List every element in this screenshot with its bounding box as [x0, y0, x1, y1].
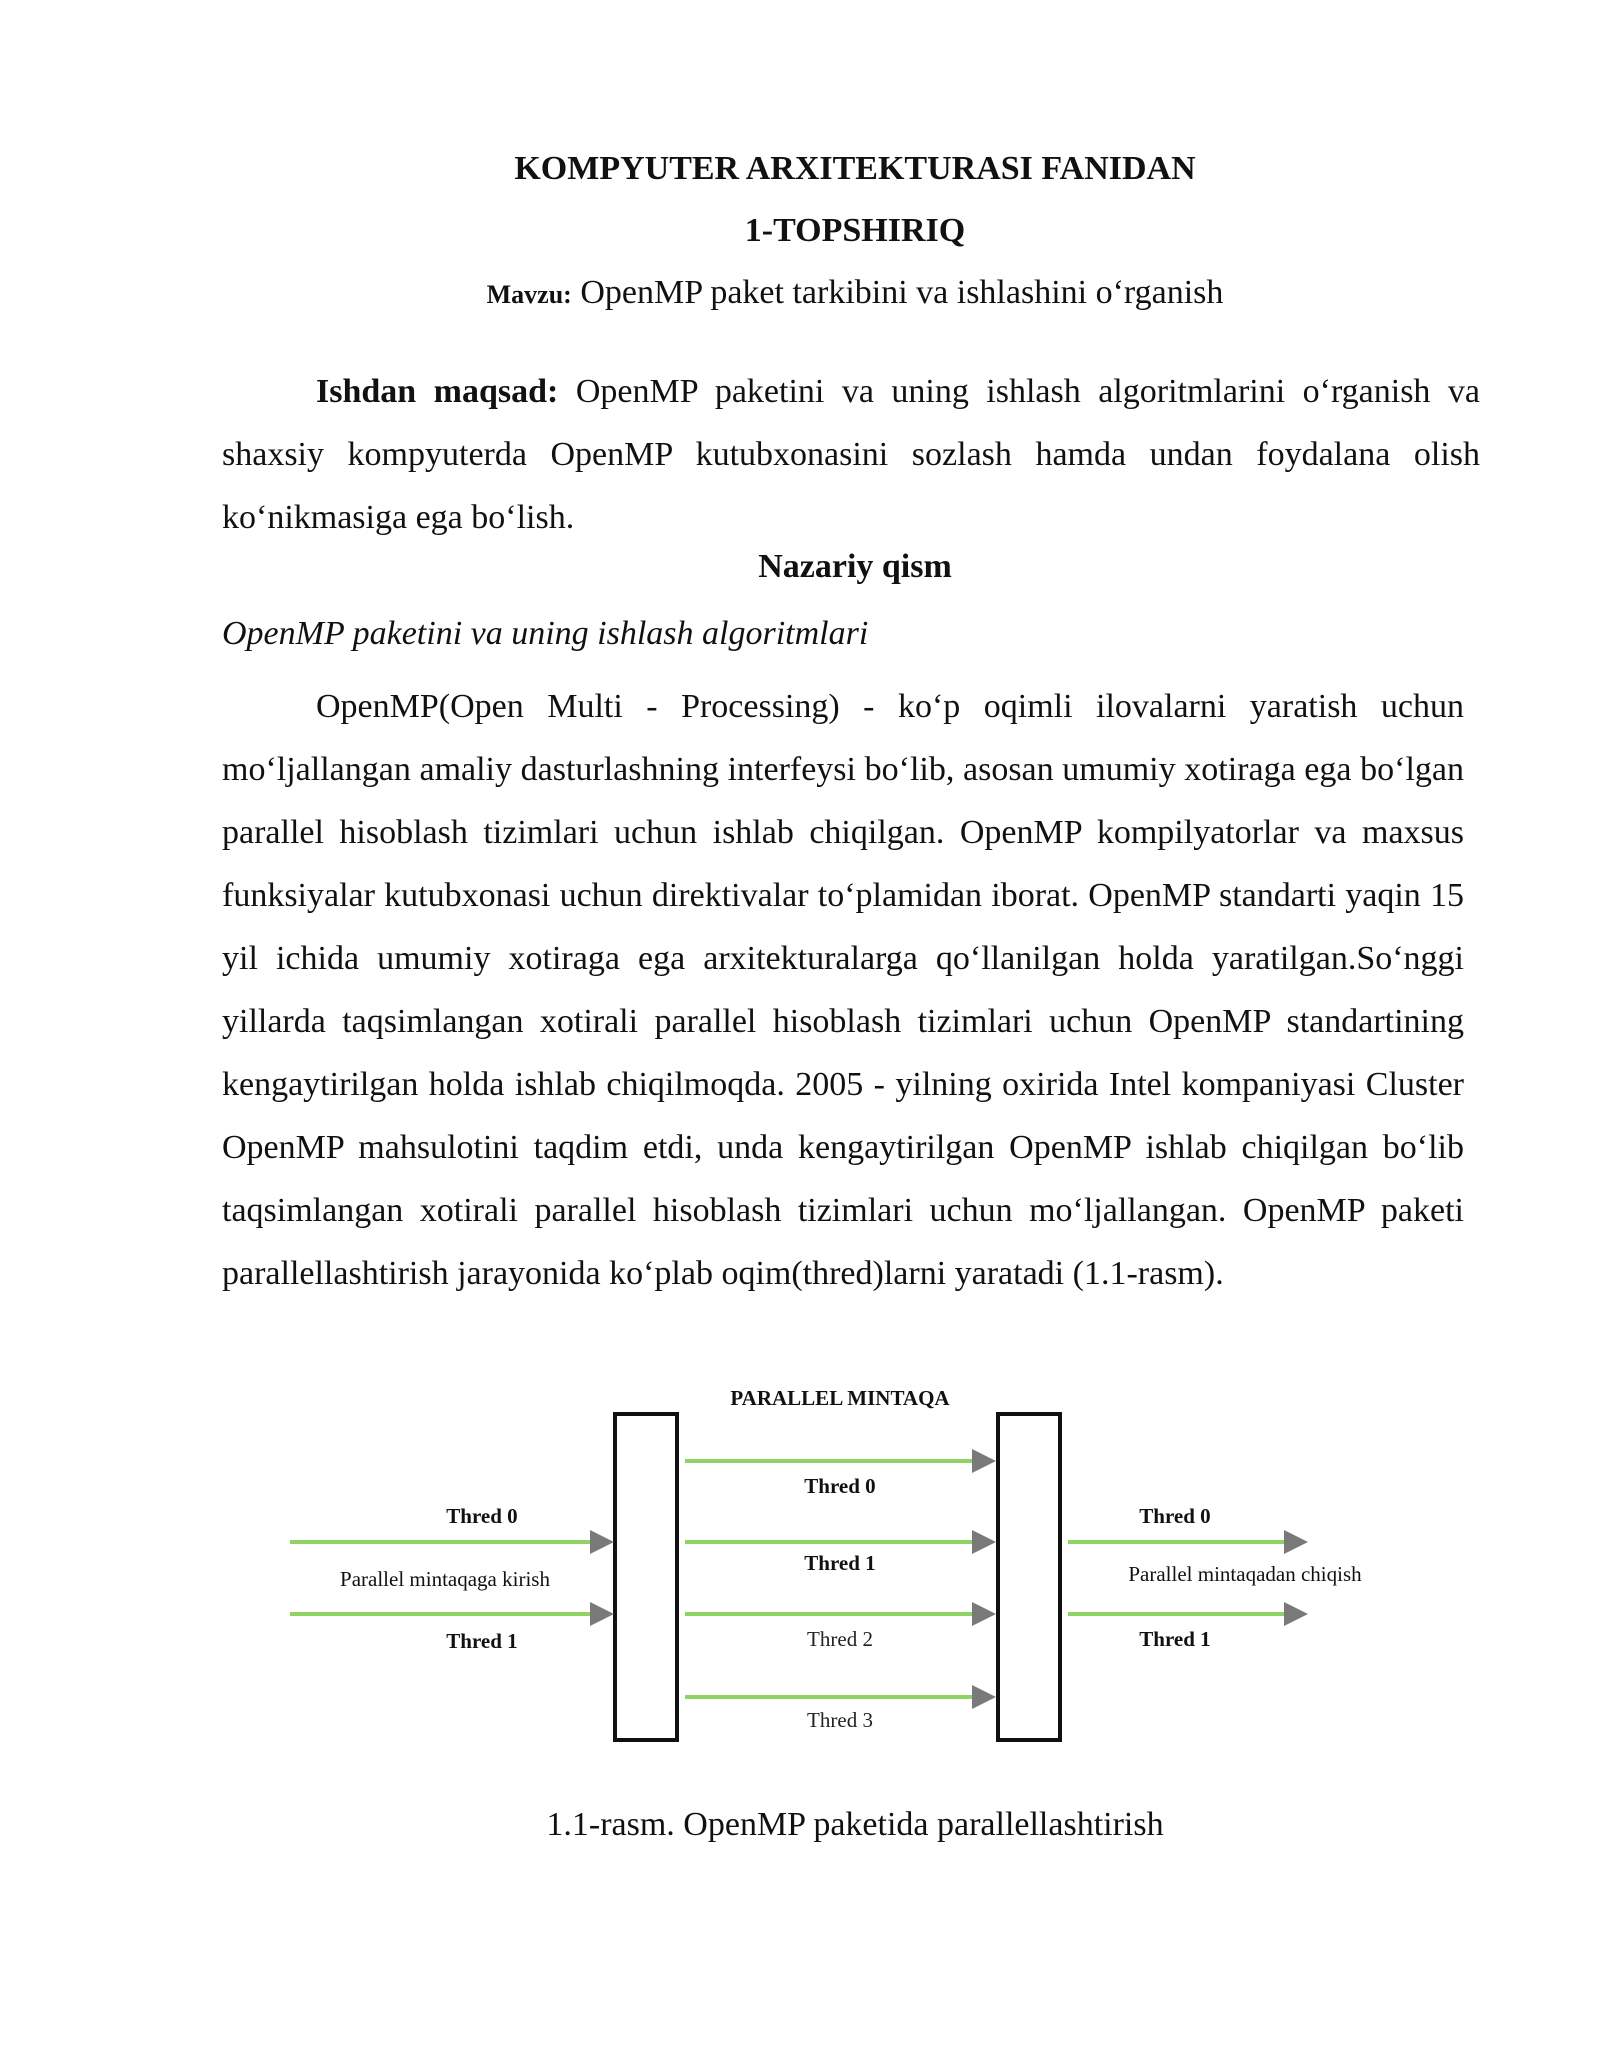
parallel-region-diagram: [290, 1390, 1420, 1790]
topic-label: Mavzu:: [486, 280, 572, 309]
section-subheading: OpenMP paketini va uning ishlash algoritmlari: [222, 615, 869, 652]
aim-label: Ishdan maqsad:: [316, 373, 559, 410]
left-arrowhead-1: [590, 1602, 614, 1626]
right-thred-0-label: Thred 0: [1139, 1504, 1211, 1528]
enter-region-label: Parallel mintaqaga kirish: [340, 1567, 550, 1591]
topic-text: OpenMP paket tarkibini va ishlashini o‘rganish: [571, 274, 1224, 311]
right-arrowhead-0: [1284, 1530, 1308, 1554]
left-thred-0-label: Thred 0: [446, 1504, 518, 1528]
fork-block: [615, 1414, 677, 1740]
left-arrowhead-0: [590, 1530, 614, 1554]
topic-line: [90, 274, 1600, 312]
join-block: [998, 1414, 1060, 1740]
mid-thred-2-label: Thred 2: [807, 1627, 873, 1651]
mid-thred-1-label: Thred 1: [804, 1551, 876, 1575]
right-thred-1-label: Thred 1: [1139, 1627, 1211, 1651]
mid-thred-0-label: Thred 0: [804, 1474, 876, 1498]
left-thred-1-label: Thred 1: [446, 1629, 518, 1653]
aim-text: OpenMP paketini va uning ishlash algoritmlarini o‘rganish va shaxsiy kompyuterda OpenMP kutubxonasini sozlash hamda undan foydalana olish ko‘nikmasiga ega bo‘lish.: [222, 373, 1480, 536]
exit-region-label: Parallel mintaqadan chiqish: [1128, 1562, 1362, 1586]
mid-arrowhead-0: [972, 1449, 996, 1473]
mid-arrowhead-2: [972, 1602, 996, 1626]
assignment-number: 1-TOPSHIRIQ: [744, 212, 966, 249]
section-heading: Nazariy qism: [758, 548, 952, 585]
right-arrowhead-1: [1284, 1602, 1308, 1626]
theory-paragraph: OpenMP(Open Multi - Processing) - ko‘p oqimli ilovalarni yaratish uchun mo‘ljallangan amaliy dasturlashning interfeysi bo‘lib, asosan umumiy xotiraga ega bo‘lgan parallel hisoblash tizimlari uchun ishlab chiqilgan. OpenMP kompilyatorlar va maxsus funksiyalar kutubxonasi uchun direktivalar to‘plamidan iborat. OpenMP standarti yaqin 15 yil ichida umumiy xotiraga ega arxitekturalarga qo‘llanilgan holda yaratilgan.So‘nggi yillarda taqsimlangan xotirali parallel hisoblash tizimlari uchun OpenMP standartining kengaytirilgan holda ishlab chiqilmoqda. 2005 - yilning oxirida Intel kompaniyasi Cluster OpenMP mahsulotini taqdim etdi, unda kengaytirilgan OpenMP ishlab chiqilgan bo‘lib taqsimlangan xotirali parallel hisoblash tizimlari uchun mo‘ljallangan. OpenMP paketi parallellashtirish jarayonida ko‘plab oqim(thred)larni yaratadi (1.1-rasm).: [222, 688, 1464, 1292]
aim-paragraph: [222, 360, 1480, 549]
mid-arrowhead-1: [972, 1530, 996, 1554]
mid-arrowhead-3: [972, 1685, 996, 1709]
mid-thred-3-label: Thred 3: [807, 1708, 873, 1732]
figure-caption: 1.1-rasm. OpenMP paketida parallellashtirish: [546, 1806, 1164, 1843]
region-label: PARALLEL MINTAQA: [730, 1390, 950, 1410]
document-title: KOMPYUTER ARXITEKTURASI FANIDAN: [514, 150, 1196, 187]
